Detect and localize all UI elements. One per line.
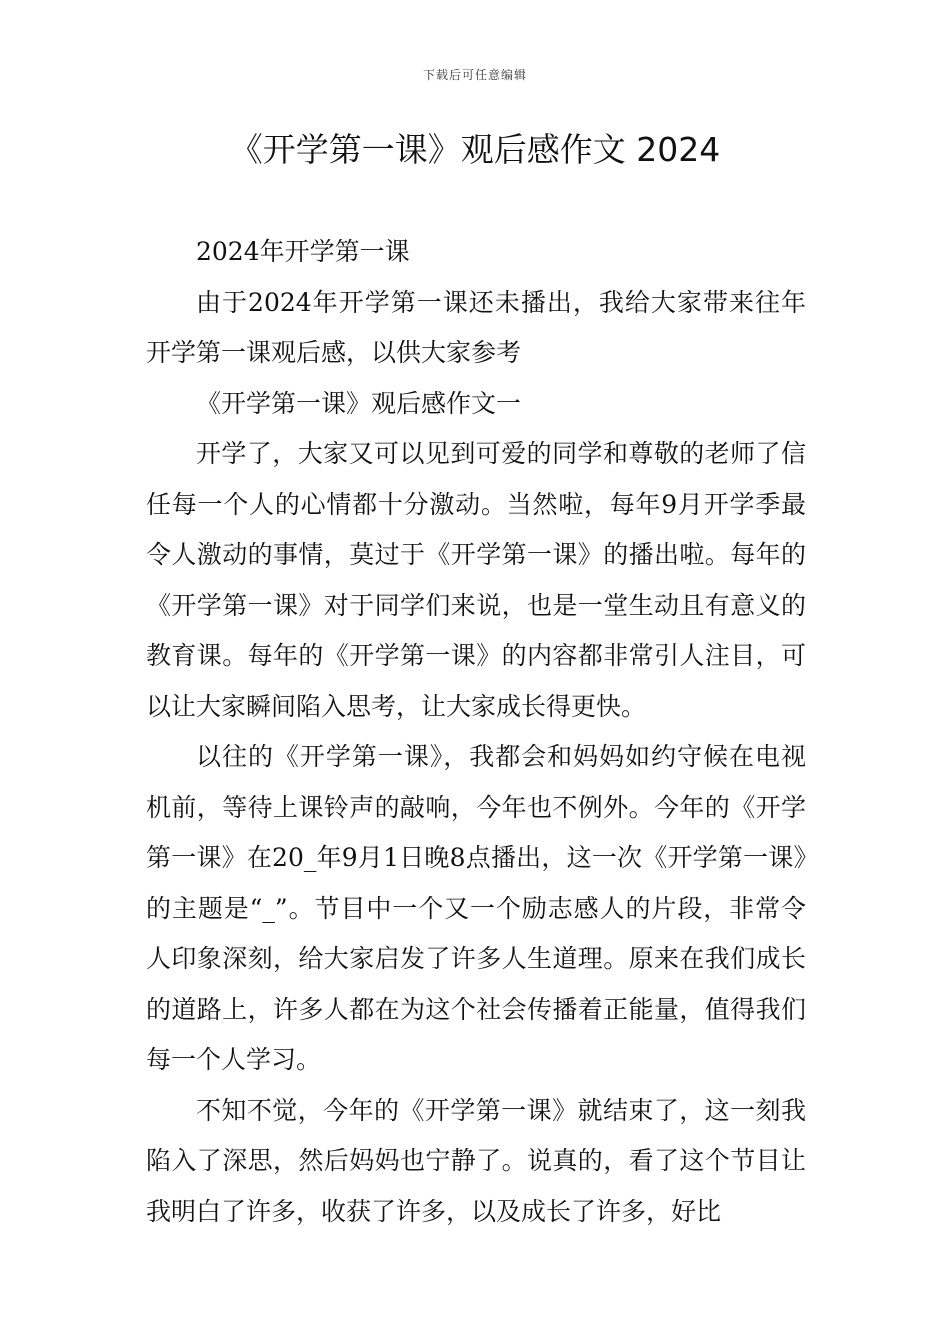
paragraph-body: 开学了，大家又可以见到可爱的同学和尊敬的老师了信任每一个人的心情都十分激动。当然啦，每年9月开学季最令人激动的事情，莫过于《开学第一课》的播出啦。每年的《开学第一课》对于同学们来说，也是一堂生动且有意义的教育课。每年的《开学第一课》的内容都非常引人注目，可以让大家瞬间陷入思考，让大家成长得更快。 [146,439,806,721]
document-body [146,227,806,1237]
paragraph-intro: 由于2024年开学第一课还未播出，我给大家带来往年开学第一课观后感，以供大家参考 [146,287,806,367]
paragraph-section-heading: 《开学第一课》观后感作文一 [196,388,522,418]
header-note: 下载后可任意编辑 [422,68,527,82]
paragraph-body: 以往的《开学第一课》，我都会和妈妈如约守候在电视机前，等待上课铃声的敲响，今年也不例外。今年的《开学第一课》在20_年9月1日晚8点播出，这一次《开学第一课》的主题是“_”。节目中一个又一个励志感人的片段，非常令人印象深刻，给大家启发了许多人生道理。原来在我们成长的道路上，许多人都在为这个社会传播着正能量，值得我们每一个人学习。 [146,742,806,1074]
document-title: 《开学第一课》观后感作文 2024 [229,130,721,169]
paragraph-subtitle: 2024年开学第一课 [196,237,410,266]
paragraph-body: 不知不觉，今年的《开学第一课》就结束了，这一刻我陷入了深思，然后妈妈也宁静了。说真的，看了这个节目让我明白了许多，收获了许多，以及成长了许多，好比 [146,1095,806,1226]
